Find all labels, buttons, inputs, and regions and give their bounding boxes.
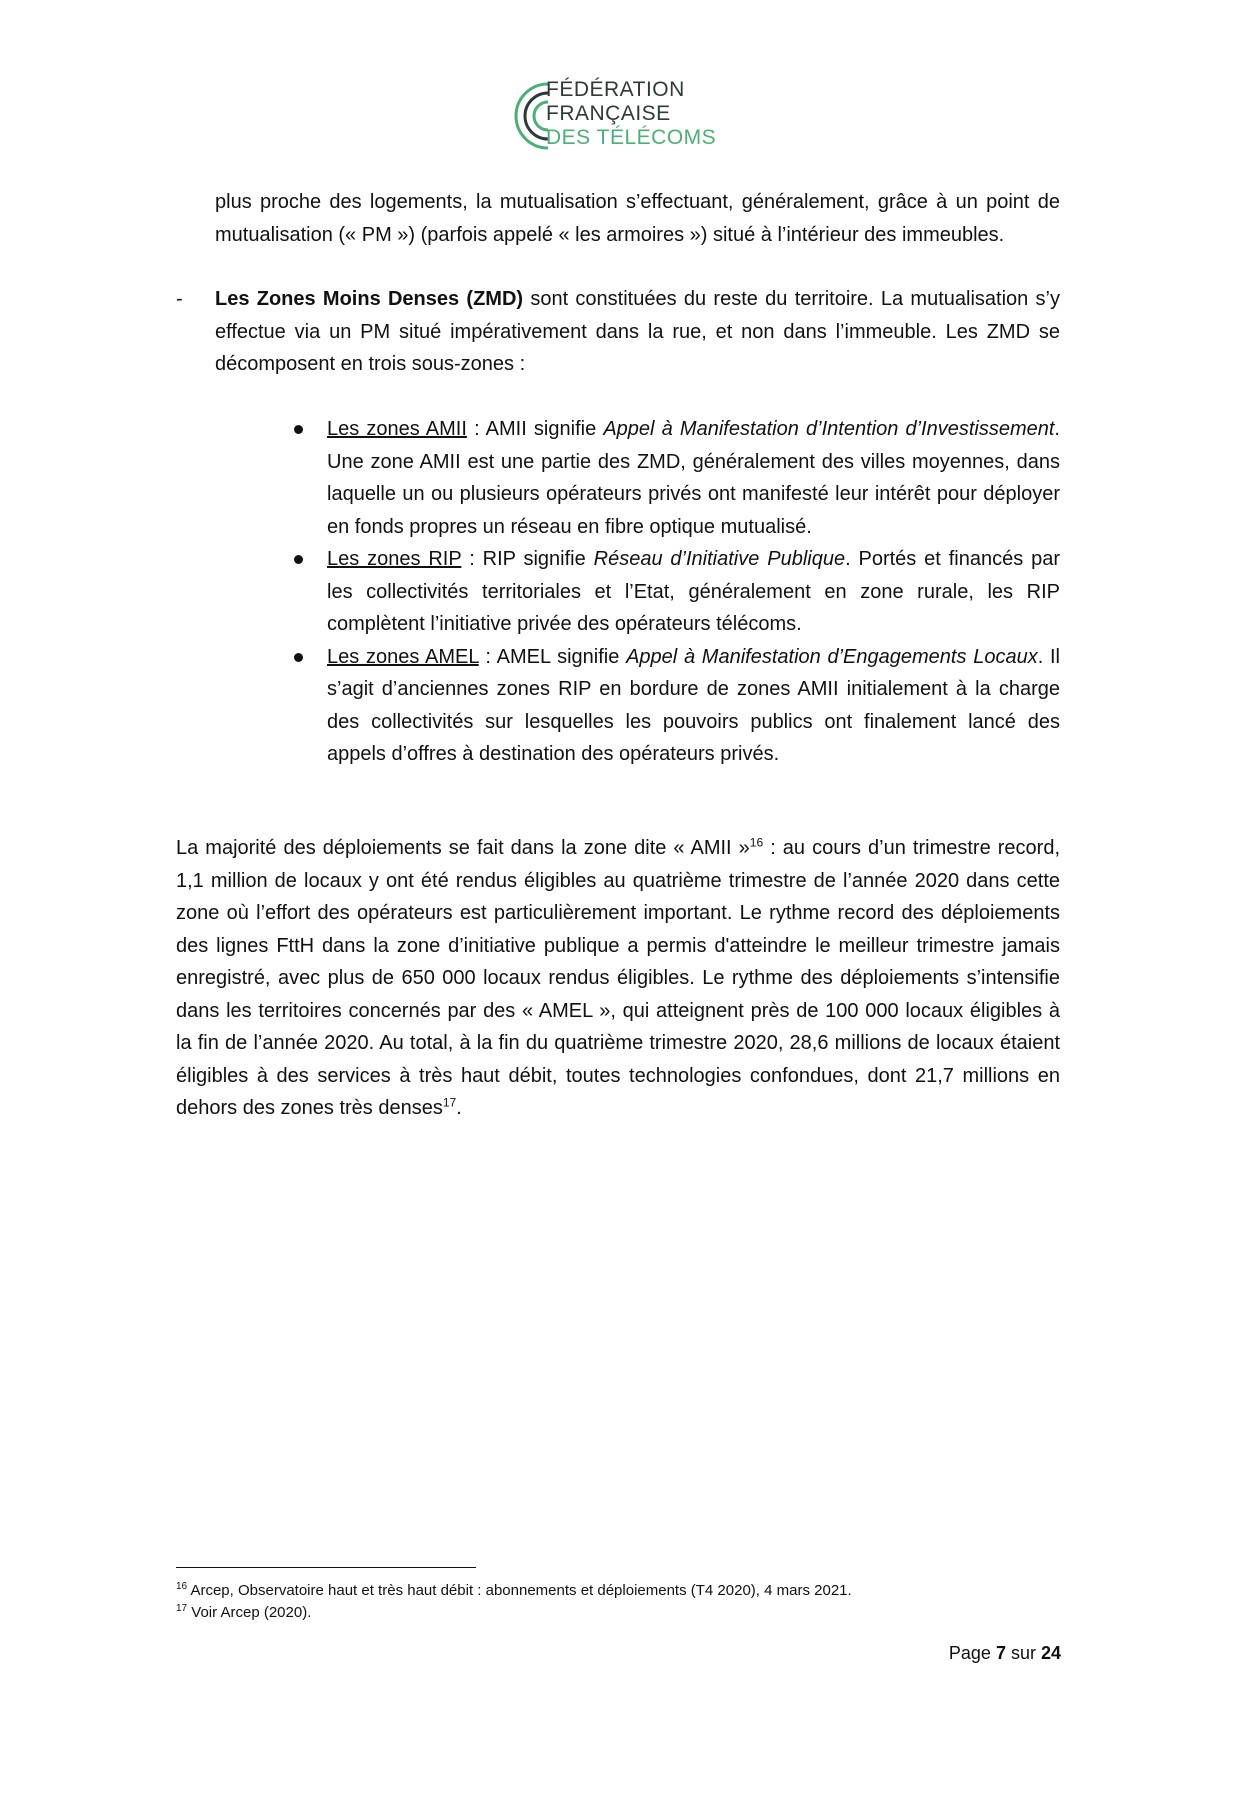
list-dash: -: [176, 288, 183, 310]
page-current: 7: [995, 1643, 1006, 1663]
zmd-list-item: [176, 283, 1060, 381]
paragraph-text: La majorité des déploiements se fait dans la zone dite « AMII »: [176, 837, 750, 859]
footnote-text: Arcep, Observatoire haut et très haut débit : abonnements et déploiements (T4 2020), 4 mars 2021.: [187, 1582, 852, 1599]
zmd-text: [215, 283, 1060, 381]
federation-logo: [508, 76, 738, 156]
footnote-ref[interactable]: 16: [749, 835, 764, 850]
footnote: [176, 1580, 1076, 1602]
page-total: 24: [1040, 1643, 1061, 1663]
footnote-separator: [176, 1567, 476, 1568]
bullet-italic: Réseau d’Initiative Publique: [593, 548, 846, 570]
bullet-text: : AMII signifie: [466, 418, 604, 440]
bullet-text: : AMEL signifie: [478, 645, 627, 668]
footnotes: [176, 1580, 1076, 1624]
page-separator: sur: [1005, 1643, 1041, 1663]
logo-text-line1: FÉDÉRATION: [546, 78, 685, 101]
footnote-ref[interactable]: 17: [442, 1095, 457, 1110]
paragraph-text: : au cours d’un trimestre record, 1,1 million de locaux y ont été rendus éligibles au quatrième trimestre de l’année 2020 dans cette zone où l’effort des opérateurs est particulièrement important. Le rythme record des déploiements des lignes FttH dans la zone d’initiative publique a permis d'atteindre le meilleur trimestre jamais enregistré, avec plus de 650 000 locaux rendus éligibles. Le rythme des déploiements s’intensifie dans les territoires concernés par des « AMEL », qui atteignent près de 100 000 locaux éligibles à la fin de l’année 2020. Au total, à la fin du quatrième trimestre 2020, 28,6 millions de locaux étaient éligibles à des services à très haut débit, toutes technologies confondues, dont 21,7 millions en dehors des zones très denses: [176, 837, 1060, 1119]
bullet-text: . Il s’agit d’anciennes zones RIP en bordure de zones AMII initialement à la charge des collectivités sur lesquelles les pouvoirs publics ont finalement lancé des appels d’offres à destination des opérateurs privés.: [327, 645, 1060, 765]
subzone-list: [290, 413, 1060, 771]
list-item: [290, 641, 1060, 771]
footnote: [176, 1602, 1076, 1624]
bullet-icon: [294, 425, 303, 434]
bullet-italic: Appel à Manifestation d’Intention d’Investissement: [603, 418, 1055, 440]
deployment-paragraph: [176, 832, 1060, 1125]
logo-text-line3: DES TÉLÉCOMS: [546, 126, 717, 149]
list-item: [290, 413, 1060, 543]
continuation-paragraph: plus proche des logements, la mutualisation s’effectuant, généralement, grâce à un point de mutualisation (« PM ») (parfois appelé « les armoires ») situé à l’intérieur des immeubles.: [215, 191, 1060, 246]
bullet-italic: Appel à Manifestation d’Engagements Locaux: [626, 645, 1038, 668]
footnote-number: 17: [176, 1603, 188, 1614]
logo-text-line2: FRANÇAISE: [546, 102, 671, 125]
zmd-heading: Les Zones Moins Denses (ZMD): [215, 288, 524, 310]
list-item: [290, 543, 1060, 641]
footnote-text: Voir Arcep (2020).: [187, 1604, 312, 1621]
bullet-icon: [294, 653, 303, 662]
zmd-description: sont constituées du reste du territoire. La mutualisation s’y effectue via un PM situé impérativement dans la rue, et non dans l’immeuble. Les ZMD se décomposent en trois sous-zones :: [215, 288, 1060, 375]
footnote-number: 16: [176, 1581, 188, 1592]
page-number: [949, 1643, 1061, 1664]
bullet-term: Les zones AMEL: [327, 645, 479, 668]
bullet-text: . Portés et financés par les collectivités territoriales et l’Etat, généralement en zone rurale, les RIP complètent l’initiative privée des opérateurs télécoms.: [327, 548, 1060, 635]
bullet-icon: [294, 555, 303, 564]
bullet-text: . Une zone AMII est une partie des ZMD, généralement des villes moyennes, dans laquelle un ou plusieurs opérateurs privés ont manifesté leur intérêt pour déployer en fonds propres un réseau en fibre optique mutualisé.: [327, 418, 1060, 538]
page-label: Page: [948, 1643, 996, 1663]
bullet-term: Les zones RIP: [327, 548, 462, 570]
bullet-term: Les zones AMII: [327, 418, 467, 440]
paragraph-text: .: [456, 1097, 462, 1119]
bullet-text: : RIP signifie: [461, 548, 594, 570]
